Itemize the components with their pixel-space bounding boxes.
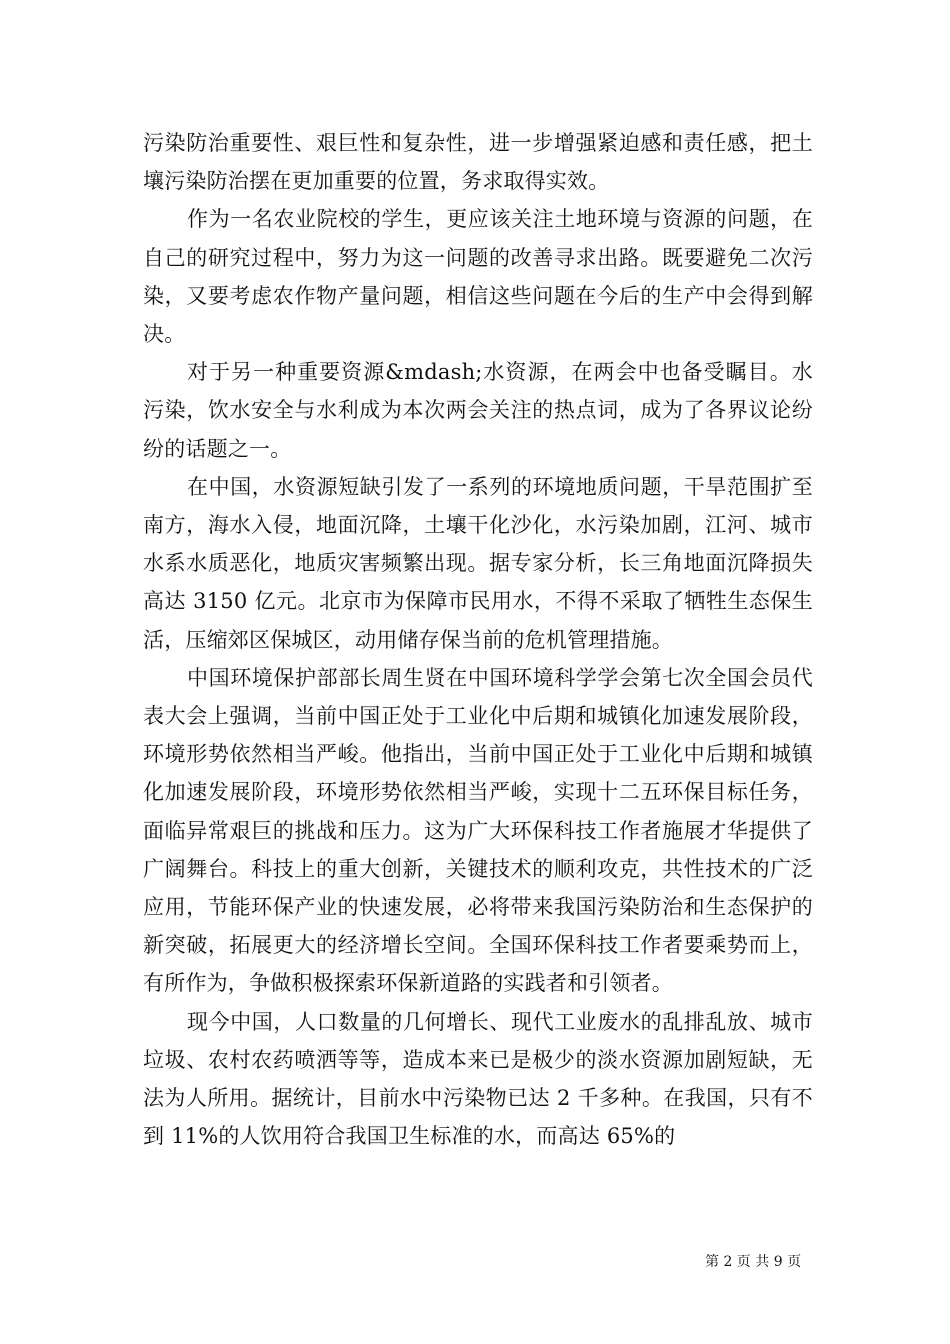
paragraph-pollution-statistics: 现今中国，人口数量的几何增长、现代工业废水的乱排乱放、城市垃圾、农村农药喷洒等等，造成本来已是极少的淡水资源加剧短缺，无法为人所用。据统计，目前水中污染物已达 2 千多种。在我国，只有不到 11%的人饮用符合我国卫生标准的水，而高达 65%的 bbox=[143, 1009, 813, 1149]
document-body bbox=[143, 124, 813, 1155]
paragraph-water-shortage-china: 在中国，水资源短缺引发了一系列的环境地质问题，干旱范围扩至南方，海水入侵，地面沉降，土壤干化沙化，水污染加剧，江河、城市水系水质恶化，地质灾害频繁出现。据专家分析，长三角地面沉降损失高达 3150 亿元。北京市为保障市民用水，不得不采取了牺牲生态保生活，压缩郊区保城区，动用储存保当前的危机管理措施。 bbox=[143, 474, 813, 652]
paragraph-student-perspective: 作为一名农业院校的学生，更应该关注土地环境与资源的问题，在自己的研究过程中，努力为这一问题的改善寻求出路。既要避免二次污染，又要考虑农作物产量问题，相信这些问题在今后的生产中会得到解决。 bbox=[143, 207, 813, 347]
page-number-footer: 第 2 页 共 9 页 bbox=[705, 1254, 802, 1270]
paragraph-water-resources-intro: 对于另一种重要资源&mdash;水资源，在两会中也备受瞩目。水污染，饮水安全与水利成为本次两会关注的热点词，成为了各界议论纷纷的话题之一。 bbox=[143, 360, 813, 461]
paragraph-continued: 污染防治重要性、艰巨性和复杂性，进一步增强紧迫感和责任感，把土壤污染防治摆在更加重要的位置，务求取得实效。 bbox=[143, 131, 813, 194]
paragraph-minister-remarks: 中国环境保护部部长周生贤在中国环境科学学会第七次全国会员代表大会上强调，当前中国正处于工业化中后期和城镇化加速发展阶段，环境形势依然相当严峻。他指出，当前中国正处于工业化中后期和城镇化加速发展阶段，环境形势依然相当严峻，实现十二五环保目标任务，面临异常艰巨的挑战和压力。这为广大环保科技工作者施展才华提供了广阔舞台。科技上的重大创新，关键技术的顺利攻克，共性技术的广泛应用，节能环保产业的快速发展，必将带来我国污染防治和生态保护的新突破，拓展更大的经济增长空间。全国环保科技工作者要乘势而上，有所作为，争做积极探索环保新道路的实践者和引领者。 bbox=[143, 665, 813, 996]
